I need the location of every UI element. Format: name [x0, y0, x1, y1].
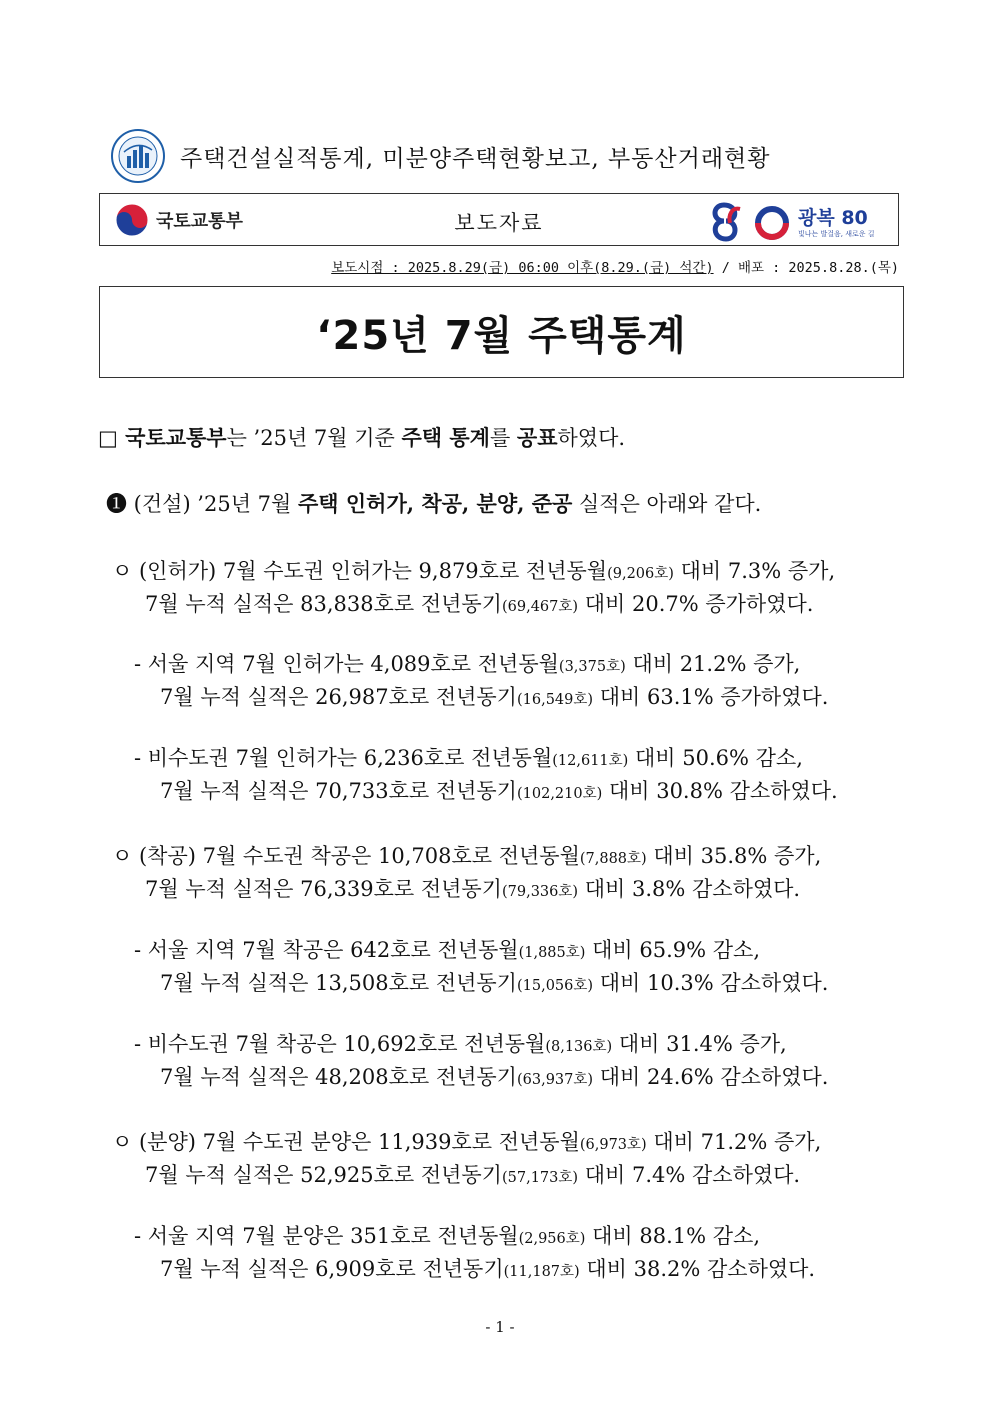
press-release-label: 보도자료 — [454, 211, 544, 235]
checkbox-icon: □ — [98, 426, 118, 450]
intro-text: 국토교통부 — [117, 425, 227, 450]
intro-text: 하였다. — [557, 426, 626, 450]
campaign-title: 광복 80 — [798, 207, 868, 229]
presales-seoul-line2: 7월 누적 실적은 6,909호로 전년동기(11,187호) 대비 38.2% 감소하였다. — [160, 1257, 816, 1281]
permits-seoul-line1: - 서울 지역 7월 인허가는 4,089호로 전년동월(3,375호) 대비 21.2% 증가, — [134, 652, 801, 676]
emblem-80-icon — [710, 197, 796, 243]
permits-seoul-line2: 7월 누적 실적은 26,987호로 전년동기(16,549호) 대비 63.1% 증가하였다. — [160, 685, 829, 709]
presales-lead-line2: 7월 누적 실적은 52,925호로 전년동기(57,173호) 대비 7.4% 감소하였다. — [145, 1163, 801, 1187]
section-text: 주택 인허가, 착공, 분양, 준공 — [298, 491, 573, 516]
report-header — [110, 128, 770, 184]
distribution-date: / 배포 : 2025.8.28.(목) — [713, 260, 899, 276]
starts-noncapital-line2: 7월 누적 실적은 48,208호로 전년동기(63,937호) 대비 24.6% 감소하였다. — [160, 1065, 829, 1089]
section-text: 실적은 아래와 같다. — [572, 492, 762, 516]
permits-lead-line2: 7월 누적 실적은 83,838호로 전년동기(69,467호) 대비 20.7% 증가하였다. — [145, 592, 814, 616]
starts-seoul-line2: 7월 누적 실적은 13,508호로 전년동기(15,056호) 대비 10.3% 감소하였다. — [160, 971, 829, 995]
starts-noncapital-line1: - 비수도권 7월 착공은 10,692호로 전년동월(8,136호) 대비 31.4% 증가, — [134, 1032, 787, 1056]
number-bullet-icon: ❶ — [106, 492, 127, 516]
starts-lead-line2: 7월 누적 실적은 76,339호로 전년동기(79,336호) 대비 3.8% 감소하였다. — [145, 877, 801, 901]
permits-noncapital-line2: 7월 누적 실적은 70,733호로 전년동기(102,210호) 대비 30.8% 감소하였다. — [160, 779, 838, 803]
statistics-korea-seal-icon — [110, 128, 166, 184]
presales-lead-line1: ㅇ (분양) 7월 수도권 분양은 11,939호로 전년동월(6,973호) 대비 71.2% 증가, — [112, 1130, 822, 1154]
liberation-80-logo — [710, 197, 888, 243]
starts-lead-line1: ㅇ (착공) 7월 수도권 착공은 10,708호로 전년동월(7,888호) 대비 35.8% 증가, — [112, 844, 822, 868]
section-text: (건설) ’25년 7월 — [127, 492, 298, 516]
embargo-time: 보도시점 : 2025.8.29(금) 06:00 이후(8.29.(금) 석간) — [331, 260, 714, 276]
embargo-line — [331, 256, 899, 276]
intro-text: 주택 통계 — [401, 425, 490, 450]
intro-paragraph — [98, 422, 625, 452]
section-heading — [106, 488, 761, 518]
intro-text: 공표 — [516, 425, 558, 450]
intro-text: 는 ’25년 7월 기준 — [226, 426, 402, 450]
intro-text: 를 — [489, 426, 517, 450]
starts-seoul-line1: - 서울 지역 7월 착공은 642호로 전년동월(1,885호) 대비 65.9% 감소, — [134, 938, 760, 962]
header-title: 주택건설실적통계, 미분양주택현황보고, 부동산거래현황 — [180, 145, 771, 172]
permits-lead-line1: ㅇ (인허가) 7월 수도권 인허가는 9,879호로 전년동월(9,206호) 대비 7.3% 증가, — [112, 559, 836, 583]
page-number: - 1 - — [485, 1318, 515, 1336]
ministry-name: 국토교통부 — [156, 211, 243, 232]
campaign-subtitle: 빛나는 발걸음, 새로운 길 — [798, 230, 875, 238]
permits-noncapital-line1: - 비수도권 7월 인허가는 6,236호로 전년동월(12,611호) 대비 50.6% 감소, — [134, 746, 803, 770]
presales-seoul-line1: - 서울 지역 7월 분양은 351호로 전년동월(2,956호) 대비 88.1% 감소, — [134, 1224, 760, 1248]
title-box — [99, 286, 904, 378]
press-release-banner — [99, 193, 899, 246]
page-title: ‘25년 7월 주택통계 — [316, 312, 687, 359]
